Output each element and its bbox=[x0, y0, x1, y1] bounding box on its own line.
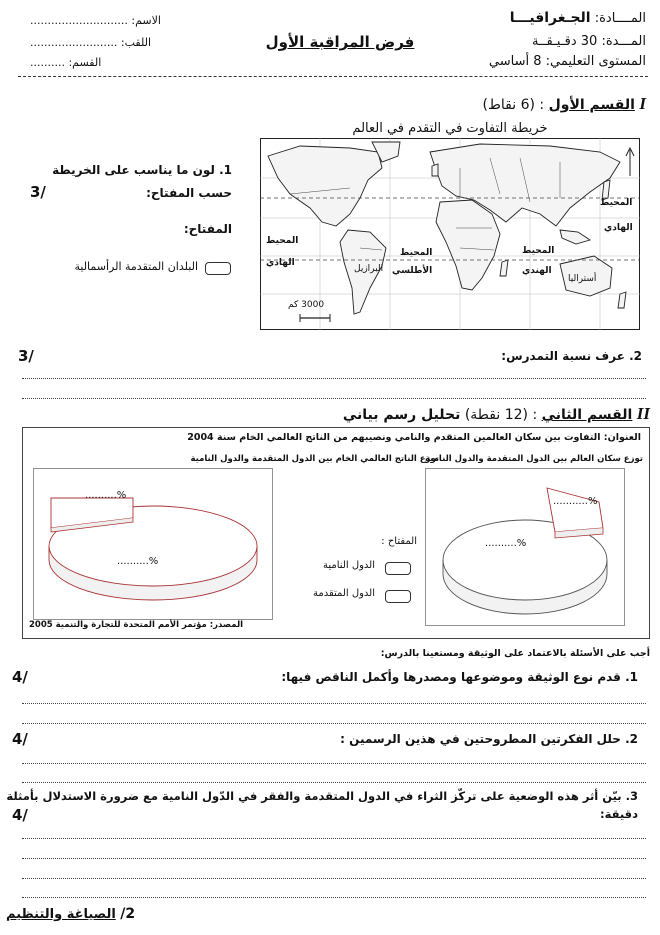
chart-key-label: المفتاح : bbox=[381, 536, 417, 547]
duration-line bbox=[532, 34, 646, 49]
questions-intro: أجب على الأسئلة بالاعتماد على الوثيقة ومستعينا بالدرس: bbox=[380, 648, 650, 659]
answer-line[interactable] bbox=[22, 378, 646, 379]
label-pacific-west-2: الهادي bbox=[266, 258, 295, 268]
name-field[interactable]: الاسم: ............................ bbox=[30, 14, 161, 27]
duration-value: 30 دقـيـقــة bbox=[531, 34, 598, 49]
section1-points: : (6 نقاط) bbox=[482, 97, 545, 113]
document-title: العنوان: التفاوت بين سكان العالمين المتقدم والنامي ونصيبهم من الناتج العالمي الخام سنة 2004 bbox=[187, 432, 641, 443]
answer-line[interactable] bbox=[22, 838, 646, 839]
label-atlantic-2: الأطلسي bbox=[392, 266, 433, 276]
section2-name: القسم الثاني bbox=[541, 407, 633, 423]
subject-value: الجـغرافيـــا bbox=[509, 10, 591, 26]
key-developed-box[interactable] bbox=[385, 590, 411, 603]
section1-number: I bbox=[639, 94, 646, 113]
label-pacific-west-1: المحيط bbox=[266, 236, 299, 246]
level-label: المستوى التعليمي: bbox=[545, 54, 646, 69]
q1-map-line2: حسب المفتاح: bbox=[146, 186, 232, 200]
document-source: المصدر: مؤتمر الأمم المتحدة للتجارة والتنمية 2005 bbox=[29, 620, 244, 630]
q1-key-label: المفتاح: bbox=[183, 222, 232, 236]
q2-schooling-mark: 3/ bbox=[18, 347, 34, 365]
world-map[interactable] bbox=[260, 138, 640, 330]
answer-line[interactable] bbox=[22, 782, 646, 783]
answer-line[interactable] bbox=[22, 398, 646, 399]
label-brazil: البرازيل bbox=[354, 264, 384, 274]
key-developed-label: الدول المتقدمة bbox=[313, 588, 375, 599]
answer-line[interactable] bbox=[22, 878, 646, 879]
q3-impact-line1: 3. بيّن أثر هذه الوضعية على تركّز الثراء في الدول المتقدمة والفقر في الدّول النامية مع ضرورة الاستدلال بأمثلة bbox=[6, 789, 638, 803]
footer-label: الصياغة والتنظيم bbox=[6, 907, 116, 922]
pie-population-pct-developed[interactable]: %........... bbox=[553, 496, 598, 507]
section1-name: القسم الأول bbox=[548, 97, 635, 113]
level-line bbox=[489, 54, 646, 69]
header-separator bbox=[18, 76, 648, 77]
map-title: خريطة التفاوت في التقدم في العالم bbox=[352, 121, 548, 136]
answer-line[interactable] bbox=[22, 897, 646, 898]
footer-mark: 2/ bbox=[120, 906, 136, 922]
answer-line[interactable] bbox=[22, 703, 646, 704]
section2-heading bbox=[343, 404, 650, 424]
q1-map-mark: 3/ bbox=[30, 183, 46, 201]
q3-impact-line2: دقيقة: bbox=[600, 807, 638, 821]
key-developing-label: الدول النامية bbox=[323, 560, 375, 571]
key-developing-box[interactable] bbox=[385, 562, 411, 575]
duration-label: المـــدة: bbox=[601, 34, 646, 49]
answer-line[interactable] bbox=[22, 723, 646, 724]
document-frame bbox=[22, 427, 650, 639]
label-scale: 3000 كم bbox=[288, 300, 325, 310]
q1-document-mark: 4/ bbox=[12, 668, 28, 686]
section2-subtitle: تحليل رسم بياني bbox=[342, 407, 461, 423]
q2-analyze: 2. حلل الفكرتين المطروحتين في هذين الرسمين : bbox=[340, 732, 638, 746]
pie-population-slice-developed bbox=[547, 488, 603, 532]
label-atlantic-1: المحيط bbox=[400, 248, 433, 258]
footer-grading bbox=[6, 906, 135, 922]
class-field[interactable]: القسم: .......... bbox=[30, 56, 102, 69]
section2-number: II bbox=[636, 404, 650, 423]
pie-gdp bbox=[33, 468, 273, 620]
label-australia: أستراليا bbox=[568, 274, 597, 284]
q2-schooling: 2. عرف نسبة التمدرس: bbox=[501, 349, 642, 363]
subject-label: المــــادة: bbox=[594, 11, 646, 26]
label-pacific-east-1: المحيط bbox=[600, 198, 633, 208]
key-developed-capitalist-label: البلدان المتقدمة الرأسمالية bbox=[74, 260, 198, 273]
pie-gdp-pct-developing[interactable]: %.......... bbox=[117, 556, 159, 567]
label-indian-2: الهندي bbox=[522, 266, 552, 276]
key-developed-capitalist-box[interactable] bbox=[205, 262, 231, 275]
q3-impact-mark: 4/ bbox=[12, 806, 28, 824]
section1-heading bbox=[482, 94, 646, 114]
subject-line bbox=[510, 10, 646, 26]
pie-gdp-pct-developed[interactable]: %.......... bbox=[85, 490, 127, 501]
chart-right-title: توزع سكان العالم بين الدول المتقدمة والدول النامية bbox=[425, 454, 643, 464]
pie-population bbox=[425, 468, 625, 626]
label-indian-1: المحيط bbox=[522, 246, 555, 256]
page-title: فرض المراقبة الأول bbox=[265, 33, 415, 51]
q1-map-line1: 1. لون ما يناسب على الخريطة bbox=[52, 163, 232, 177]
pie-population-pct-developing[interactable]: %.......... bbox=[485, 538, 527, 549]
answer-line[interactable] bbox=[22, 858, 646, 859]
label-pacific-east-2: الهادي bbox=[604, 223, 633, 233]
surname-field[interactable]: اللقب: ......................... bbox=[30, 36, 152, 49]
q2-analyze-mark: 4/ bbox=[12, 730, 28, 748]
level-value: 8 أساسي bbox=[488, 54, 542, 69]
q1-document: 1. قدم نوع الوثيقة وموضوعها ومصدرها وأكمل الناقص فيها: bbox=[281, 670, 638, 684]
section2-points: : (12 نقطة) bbox=[464, 407, 538, 423]
answer-line[interactable] bbox=[22, 763, 646, 764]
chart-left-title: توزع الناتج العالمي الخام بين الدول المتقدمة والدول النامية bbox=[190, 454, 439, 464]
